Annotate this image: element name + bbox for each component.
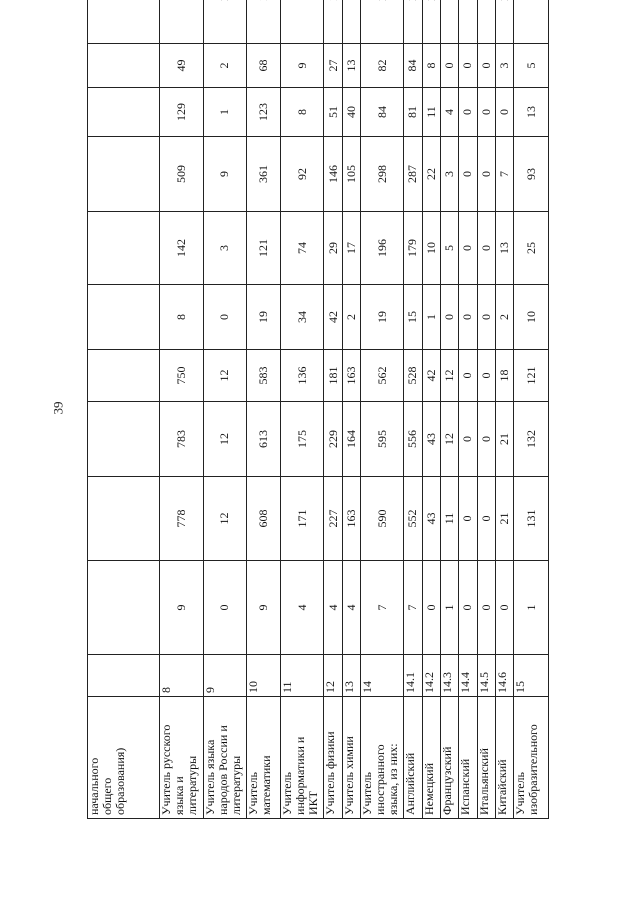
row-code-cell: 13 <box>342 655 360 697</box>
value-cell: 556 <box>404 402 422 477</box>
value-cell: 608 <box>246 477 281 561</box>
value-cell: 82 <box>361 44 404 88</box>
row-label-cell <box>404 697 422 819</box>
value-cell: 229 <box>324 402 342 477</box>
cell-text: Учитель языка <box>202 739 217 815</box>
rotated-table-wrapper <box>87 39 549 819</box>
value-cell: 0 <box>459 285 477 350</box>
value-cell: 42 <box>324 285 342 350</box>
header-row <box>88 0 160 819</box>
row-label-cell <box>342 697 360 819</box>
value-cell: 146 <box>324 137 342 212</box>
row-code-cell: 9 <box>203 655 246 697</box>
value-cell: 123 <box>246 88 281 137</box>
value-cell: 583 <box>246 350 281 402</box>
value-cell: 590 <box>361 477 404 561</box>
value-cell: 21 <box>495 402 513 477</box>
value-cell: 11 <box>440 477 458 561</box>
value-cell: 0 <box>477 561 495 655</box>
value-cell <box>160 0 203 44</box>
header-empty-cell <box>88 350 160 402</box>
value-cell: 29 <box>324 212 342 285</box>
value-cell: 93 <box>514 137 549 212</box>
value-cell <box>422 0 440 44</box>
cell-text: Учитель химии <box>341 736 356 815</box>
value-cell: 613 <box>246 402 281 477</box>
row-label-cell <box>160 697 203 819</box>
row-code-cell: 14.6 <box>495 655 513 697</box>
value-cell: 25 <box>514 212 549 285</box>
cell-text: Учитель физики <box>323 731 338 815</box>
value-cell: 171 <box>281 477 324 561</box>
table-row <box>160 0 203 819</box>
value-cell: 528 <box>404 350 422 402</box>
cell-text: Учитель русского <box>159 724 174 815</box>
table-row <box>361 0 404 819</box>
value-cell: 783 <box>160 402 203 477</box>
value-cell: 21 <box>495 477 513 561</box>
value-cell: 595 <box>361 402 404 477</box>
value-cell: 2 <box>495 285 513 350</box>
value-cell <box>440 0 458 44</box>
value-cell: 0 <box>203 561 246 655</box>
value-cell: 40 <box>342 88 360 137</box>
value-cell: 0 <box>477 402 495 477</box>
value-cell: 1 <box>440 561 458 655</box>
cell-text: образования) <box>113 747 127 815</box>
cell-text: Французский <box>439 746 454 815</box>
table-row <box>203 0 246 819</box>
value-cell: 43 <box>422 402 440 477</box>
table-row <box>342 0 360 819</box>
value-cell <box>203 0 246 44</box>
value-cell <box>342 0 360 44</box>
table-row <box>459 0 477 819</box>
value-cell: 4 <box>342 561 360 655</box>
value-cell: 0 <box>477 44 495 88</box>
value-cell: 13 <box>342 44 360 88</box>
cell-text: изобразительного <box>526 724 541 815</box>
value-cell: 0 <box>477 212 495 285</box>
cell-text: Английский <box>403 752 418 815</box>
value-cell: 163 <box>342 350 360 402</box>
value-cell: 12 <box>440 350 458 402</box>
value-cell: 0 <box>459 402 477 477</box>
cell-text: иностранного <box>373 744 388 815</box>
value-cell: 0 <box>495 88 513 137</box>
value-cell: 7 <box>404 561 422 655</box>
value-cell: 1 <box>422 285 440 350</box>
value-cell: 3 <box>440 137 458 212</box>
value-cell: 750 <box>160 350 203 402</box>
cell-text: Китайский <box>494 759 509 815</box>
cell-text: общего <box>100 777 114 815</box>
value-cell: 175 <box>281 402 324 477</box>
value-cell: 121 <box>246 212 281 285</box>
cell-text: Учитель <box>245 772 260 815</box>
value-cell: 4 <box>281 561 324 655</box>
row-label-cell <box>477 697 495 819</box>
data-table <box>87 0 549 819</box>
value-cell: 105 <box>342 137 360 212</box>
value-cell: 196 <box>361 212 404 285</box>
cell-text: Учитель <box>513 772 528 815</box>
cell-text: ИКТ <box>306 791 321 815</box>
cell-text: Учитель <box>360 772 375 815</box>
row-label-cell <box>514 697 549 819</box>
value-cell: 7 <box>495 137 513 212</box>
value-cell <box>495 0 513 44</box>
header-empty-cell <box>88 137 160 212</box>
cell-text: языка и <box>172 776 187 815</box>
cell-text: математики <box>258 755 273 815</box>
row-code-cell: 10 <box>246 655 281 697</box>
value-cell <box>514 0 549 44</box>
row-code-cell: 14 <box>361 655 404 697</box>
header-empty-cell <box>88 44 160 88</box>
cell-text: Учитель <box>280 772 295 815</box>
value-cell: 12 <box>203 350 246 402</box>
value-cell: 5 <box>440 212 458 285</box>
value-cell: 0 <box>459 44 477 88</box>
row-code-cell: 15 <box>514 655 549 697</box>
value-cell: 0 <box>459 137 477 212</box>
value-cell: 51 <box>324 88 342 137</box>
value-cell: 84 <box>404 44 422 88</box>
value-cell: 181 <box>324 350 342 402</box>
row-code-cell: 12 <box>324 655 342 697</box>
value-cell: 12 <box>203 402 246 477</box>
value-cell: 18 <box>495 350 513 402</box>
header-empty-cell <box>88 561 160 655</box>
value-cell: 509 <box>160 137 203 212</box>
value-cell <box>324 0 342 44</box>
value-cell: 7 <box>361 561 404 655</box>
value-cell: 9 <box>281 44 324 88</box>
value-cell: 227 <box>324 477 342 561</box>
value-cell: 0 <box>477 285 495 350</box>
cell-text: начального <box>87 757 101 815</box>
row-label-cell <box>459 697 477 819</box>
value-cell: 2 <box>342 285 360 350</box>
value-cell: 3 <box>203 212 246 285</box>
value-cell: 11 <box>422 88 440 137</box>
row-label-cell <box>422 697 440 819</box>
row-label-cell <box>281 697 324 819</box>
value-cell: 552 <box>404 477 422 561</box>
value-cell: 10 <box>514 285 549 350</box>
value-cell: 132 <box>514 402 549 477</box>
value-cell: 19 <box>361 285 404 350</box>
value-cell: 0 <box>477 88 495 137</box>
value-cell: 778 <box>160 477 203 561</box>
table-row <box>324 0 342 819</box>
value-cell: 81 <box>404 88 422 137</box>
value-cell: 287 <box>404 137 422 212</box>
value-cell <box>361 0 404 44</box>
cell-text: народов России и <box>215 725 230 815</box>
value-cell: 9 <box>203 137 246 212</box>
value-cell: 0 <box>477 477 495 561</box>
value-cell: 0 <box>440 44 458 88</box>
value-cell: 0 <box>459 88 477 137</box>
value-cell: 5 <box>514 44 549 88</box>
value-cell: 13 <box>514 88 549 137</box>
value-cell: 179 <box>404 212 422 285</box>
value-cell <box>459 0 477 44</box>
value-cell: 12 <box>203 477 246 561</box>
row-code-cell: 14.1 <box>404 655 422 697</box>
value-cell <box>404 0 422 44</box>
header-empty-cell <box>88 655 160 697</box>
value-cell: 68 <box>246 44 281 88</box>
table-row <box>404 0 422 819</box>
row-label-cell <box>203 697 246 819</box>
value-cell: 0 <box>459 561 477 655</box>
cell-text: информатики и <box>293 736 308 815</box>
value-cell: 4 <box>440 88 458 137</box>
value-cell: 19 <box>246 285 281 350</box>
value-cell: 12 <box>440 402 458 477</box>
header-empty-cell <box>88 285 160 350</box>
value-cell: 92 <box>281 137 324 212</box>
table-row <box>246 0 281 819</box>
header-empty-cell <box>88 402 160 477</box>
value-cell: 136 <box>281 350 324 402</box>
value-cell: 0 <box>477 350 495 402</box>
value-cell: 1 <box>203 88 246 137</box>
value-cell: 27 <box>324 44 342 88</box>
value-cell: 42 <box>422 350 440 402</box>
value-cell: 1 <box>514 561 549 655</box>
row-code-cell: 14.3 <box>440 655 458 697</box>
row-label-cell <box>361 697 404 819</box>
value-cell: 0 <box>477 137 495 212</box>
value-cell: 0 <box>440 285 458 350</box>
value-cell <box>477 0 495 44</box>
row-code-cell: 14.5 <box>477 655 495 697</box>
cell-text: Немецкий <box>421 762 436 815</box>
value-cell: 9 <box>246 561 281 655</box>
value-cell: 10 <box>422 212 440 285</box>
row-label-cell <box>440 697 458 819</box>
value-cell: 0 <box>459 212 477 285</box>
row-label-cell <box>324 697 342 819</box>
value-cell: 0 <box>495 561 513 655</box>
row-label-cell <box>495 697 513 819</box>
page-number: 39 <box>50 401 66 415</box>
value-cell: 13 <box>495 212 513 285</box>
value-cell: 129 <box>160 88 203 137</box>
table-row <box>440 0 458 819</box>
value-cell: 0 <box>203 285 246 350</box>
header-empty-cell <box>88 212 160 285</box>
value-cell: 74 <box>281 212 324 285</box>
row-label-cell <box>246 697 281 819</box>
header-empty-cell <box>88 88 160 137</box>
value-cell: 2 <box>203 44 246 88</box>
value-cell: 0 <box>459 477 477 561</box>
value-cell: 15 <box>404 285 422 350</box>
header-empty-cell <box>88 0 160 44</box>
value-cell: 4 <box>324 561 342 655</box>
value-cell: 22 <box>422 137 440 212</box>
table-row <box>422 0 440 819</box>
value-cell: 8 <box>422 44 440 88</box>
cell-text: Испанский <box>458 758 473 815</box>
value-cell: 361 <box>246 137 281 212</box>
value-cell: 34 <box>281 285 324 350</box>
row-code-cell: 11 <box>281 655 324 697</box>
table-row <box>495 0 513 819</box>
value-cell: 8 <box>281 88 324 137</box>
value-cell: 43 <box>422 477 440 561</box>
value-cell: 164 <box>342 402 360 477</box>
table-row <box>281 0 324 819</box>
cell-text: литературы <box>228 755 243 815</box>
value-cell <box>281 0 324 44</box>
value-cell: 163 <box>342 477 360 561</box>
value-cell: 562 <box>361 350 404 402</box>
value-cell: 121 <box>514 350 549 402</box>
cell-text: языка, из них: <box>386 743 401 815</box>
row-code-cell: 14.2 <box>422 655 440 697</box>
cell-text: Итальянский <box>476 748 491 815</box>
value-cell: 49 <box>160 44 203 88</box>
value-cell: 17 <box>342 212 360 285</box>
value-cell: 84 <box>361 88 404 137</box>
row-code-cell: 8 <box>160 655 203 697</box>
value-cell: 8 <box>160 285 203 350</box>
value-cell: 298 <box>361 137 404 212</box>
value-cell: 3 <box>495 44 513 88</box>
header-cell <box>88 697 160 819</box>
value-cell: 142 <box>160 212 203 285</box>
value-cell: 0 <box>422 561 440 655</box>
value-cell: 131 <box>514 477 549 561</box>
value-cell <box>246 0 281 44</box>
value-cell: 0 <box>459 350 477 402</box>
header-empty-cell <box>88 477 160 561</box>
value-cell: 9 <box>160 561 203 655</box>
row-code-cell: 14.4 <box>459 655 477 697</box>
cell-text: литературы <box>185 755 200 815</box>
table-row <box>477 0 495 819</box>
table-row <box>514 0 549 819</box>
